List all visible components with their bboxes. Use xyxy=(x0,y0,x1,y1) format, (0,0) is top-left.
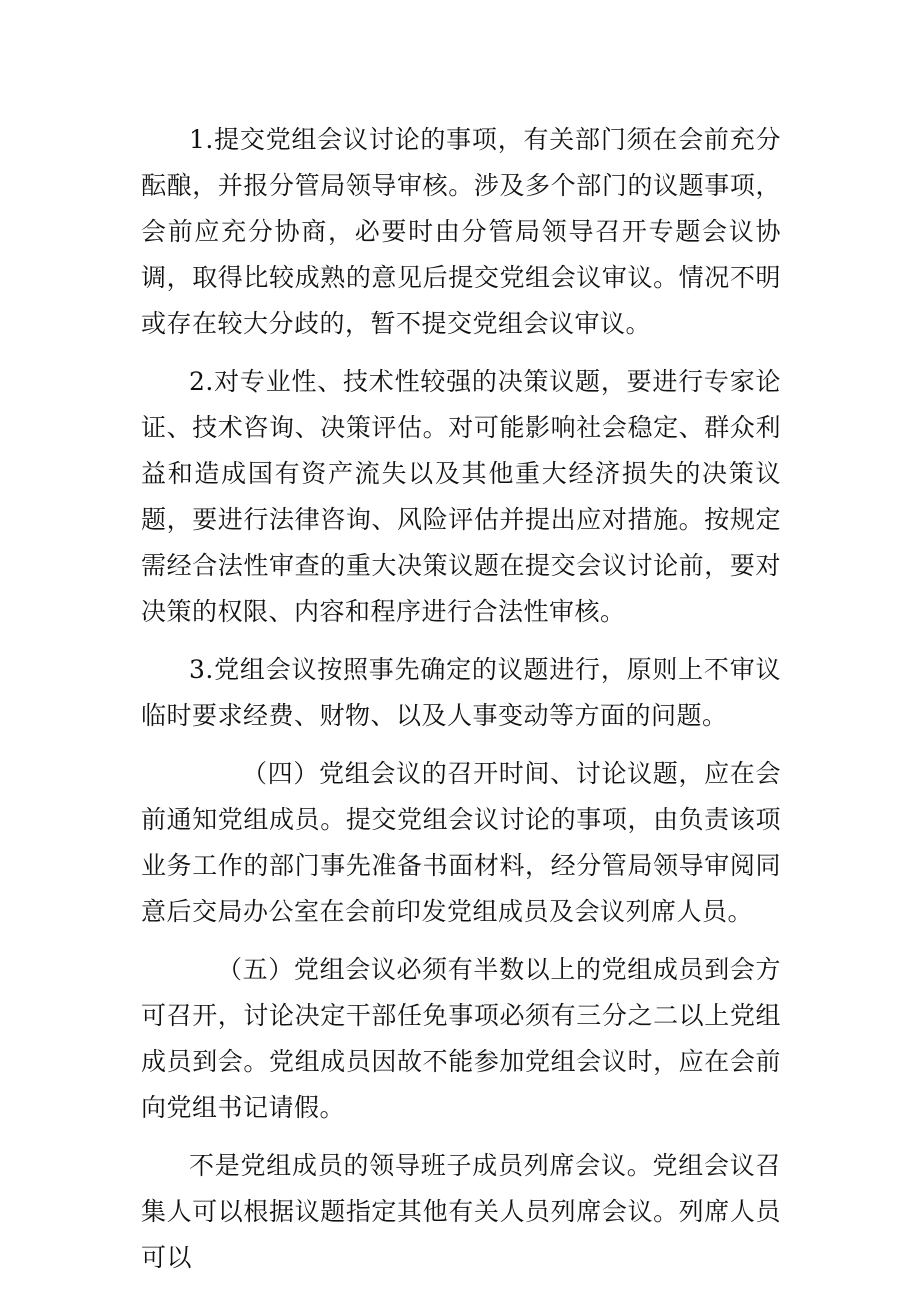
paragraph-item-1: 1.提交党组会议讨论的事项，有关部门须在会前充分酝酿，并报分管局领导审核。涉及多个部门的议题事项，会前应充分协商，必要时由分管局领导召开专题会议协调，取得比较成熟的意见后提交党组会议审议。情况不明或存在较大分歧的，暂不提交党组会议审议。 xyxy=(141,125,781,338)
document-body xyxy=(141,117,781,1281)
paragraph-item-2: 2.对专业性、技术性较强的决策议题，要进行专家论证、技术咨询、决策评估。对可能影响社会稳定、群众利益和造成国有资产流失以及其他重大经济损失的决策议题，要进行法律咨询、风险评估并提出应对措施。按规定需经合法性审查的重大决策议题在提交会议讨论前，要对决策的权限、内容和程序进行合法性审核。 xyxy=(141,367,781,626)
paragraph-attendees: 不是党组成员的领导班子成员列席会议。党组会议召集人可以根据议题指定其他有关人员列席会议。列席人员可以 xyxy=(141,1151,781,1272)
paragraph-section-4: （四）党组会议的召开时间、讨论议题，应在会前通知党组成员。提交党组会议讨论的事项，由负责该项业务工作的部门事先准备书面材料，经分管局领导审阅同意后交局办公室在会前印发党组成员及会议列席人员。 xyxy=(141,759,781,926)
paragraph-section-5: （五）党组会议必须有半数以上的党组成员到会方可召开，讨论决定干部任免事项必须有三分之二以上党组成员到会。党组成员因故不能参加党组会议时，应在会前向党组书记请假。 xyxy=(141,955,781,1122)
paragraph-item-3: 3.党组会议按照事先确定的议题进行，原则上不审议临时要求经费、财物、以及人事变动等方面的问题。 xyxy=(141,655,781,730)
